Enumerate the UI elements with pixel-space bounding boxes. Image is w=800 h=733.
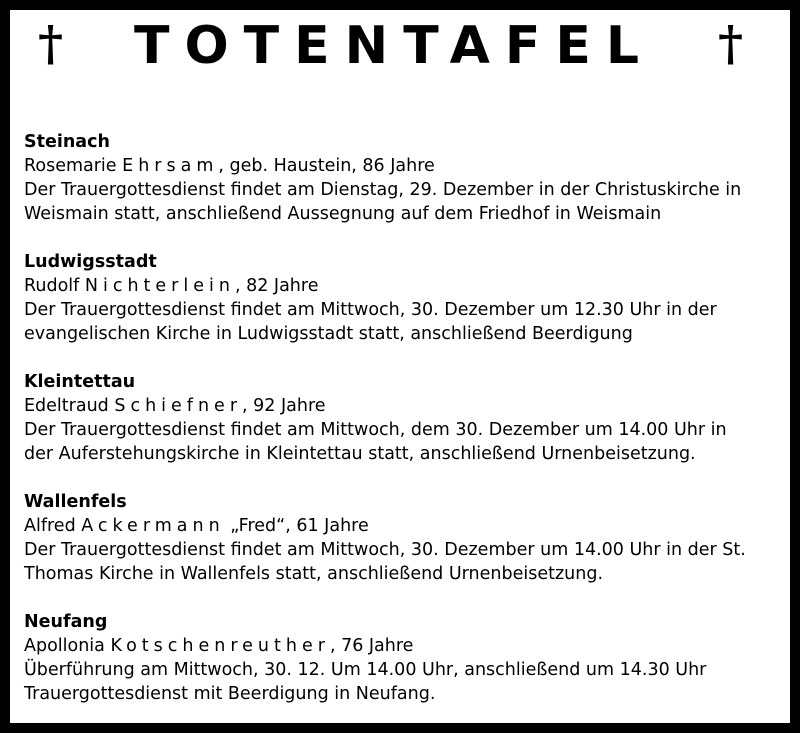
name-suffix: , 92 Jahre: [242, 396, 326, 416]
service-text-line: Überführung am Mittwoch, 30. 12. Um 14.00 Uhr, anschließend um 14.30 Uhr: [24, 660, 707, 680]
obituary-entry: [24, 610, 784, 706]
obituary-list: [24, 130, 784, 706]
service-text-line: Der Trauergottesdienst findet am Mittwoch, dem 30. Dezember um 14.00 Uhr in: [24, 420, 727, 440]
deceased-name-line: [24, 514, 784, 538]
deceased-name-line: [24, 634, 784, 658]
first-name: Edeltraud: [24, 396, 109, 416]
place-heading: Steinach: [24, 132, 110, 152]
last-name: Ehrsam: [122, 156, 219, 176]
last-name: Kotschenreuther: [110, 636, 330, 656]
page-title: TOTENTAFEL: [134, 16, 655, 76]
place-heading: Kleintettau: [24, 372, 136, 392]
service-text-line: Der Trauergottesdienst findet am Dienstag, 29. Dezember in der Christuskirche in: [24, 180, 742, 200]
service-text-line: evangelischen Kirche in Ludwigsstadt statt, anschließend Beerdigung: [24, 324, 633, 344]
obituary-entry: [24, 130, 784, 226]
place-heading: Wallenfels: [24, 492, 127, 512]
place-heading: Neufang: [24, 612, 108, 632]
name-suffix: „Fred“, 61 Jahre: [224, 516, 369, 536]
last-name: Ackermann: [81, 516, 225, 536]
notice-header: [10, 10, 790, 80]
deceased-name-line: [24, 154, 784, 178]
place-heading: Ludwigsstadt: [24, 252, 157, 272]
deceased-name-line: [24, 274, 784, 298]
service-text-line: Trauergottesdienst mit Beerdigung in Neufang.: [24, 684, 436, 704]
service-text-line: Der Trauergottesdienst findet am Mittwoch, 30. Dezember um 12.30 Uhr in der: [24, 300, 717, 320]
first-name: Rudolf: [24, 276, 80, 296]
service-text-line: Thomas Kirche in Wallenfels statt, anschließend Urnenbeisetzung.: [24, 564, 604, 584]
first-name: Apollonia: [24, 636, 105, 656]
service-text-line: Weismain statt, anschließend Aussegnung auf dem Friedhof in Weismain: [24, 204, 662, 224]
last-name: Schiefner: [114, 396, 243, 416]
first-name: Alfred: [24, 516, 76, 536]
cross-icon-left: †: [38, 16, 64, 72]
name-suffix: , geb. Haustein, 86 Jahre: [218, 156, 435, 176]
name-suffix: , 76 Jahre: [329, 636, 414, 656]
deceased-name-line: [24, 394, 784, 418]
obituary-entry: [24, 490, 784, 586]
first-name: Rosemarie: [24, 156, 117, 176]
service-text-line: Der Trauergottesdienst findet am Mittwoch, 30. Dezember um 14.00 Uhr in der St.: [24, 540, 746, 560]
service-text-line: der Auferstehungskirche in Kleintettau statt, anschließend Urnenbeisetzung.: [24, 444, 696, 464]
obituary-entry: [24, 370, 784, 466]
last-name: Nichterlein: [84, 276, 235, 296]
obituary-entry: [24, 250, 784, 346]
name-suffix: , 82 Jahre: [234, 276, 319, 296]
cross-icon-right: †: [718, 16, 744, 72]
